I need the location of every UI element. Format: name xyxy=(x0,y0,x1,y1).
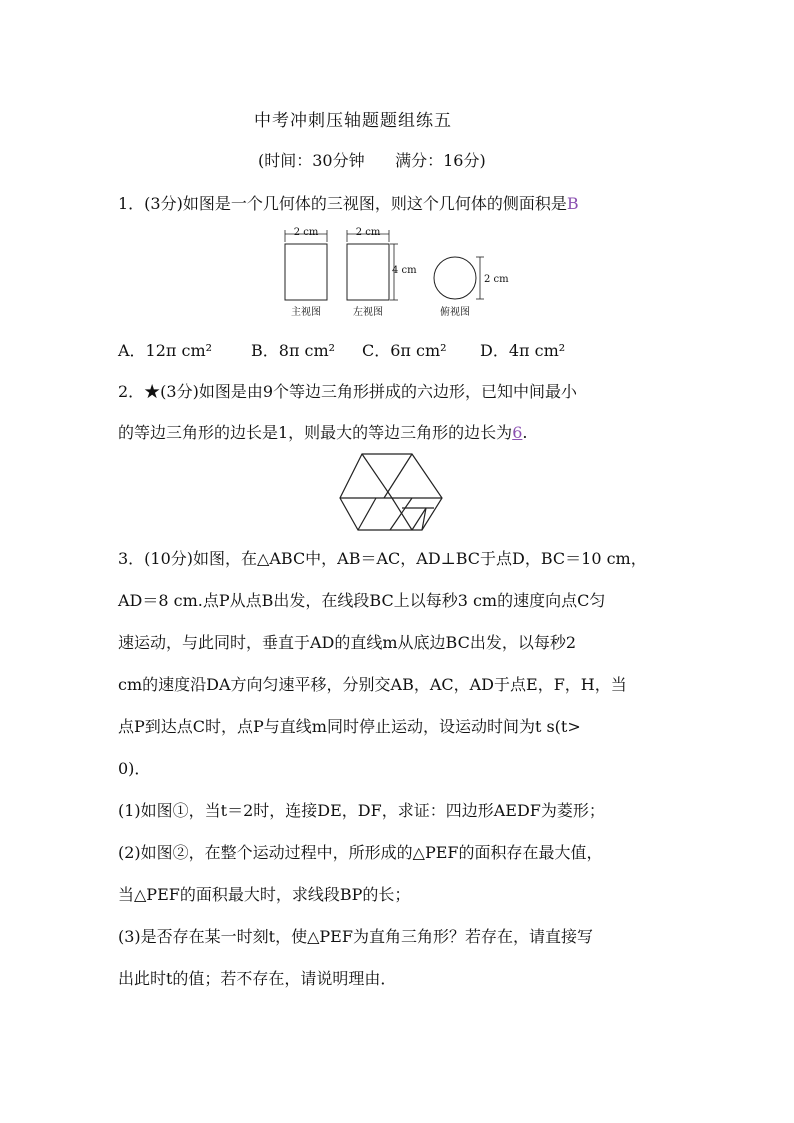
question-3-line-5: 点P到达点C时，点P与直线m同时停止运动，设运动时间为t s(t> xyxy=(118,717,581,736)
question-3-part-3: (3)是否存在某一时刻t，使△PEF为直角三角形？若存在，请直接写 xyxy=(118,927,593,946)
front-width-label: 2 cm xyxy=(293,227,319,238)
diameter-label: 2 cm xyxy=(484,274,509,285)
question-1-text: 1．(3分)如图是一个几何体的三视图，则这个几何体的侧面积是 xyxy=(118,194,567,213)
question-3-part-1: (1)如图①，当t＝2时，连接DE，DF，求证：四边形AEDF为菱形； xyxy=(118,801,605,820)
top-view-circle xyxy=(434,257,476,299)
triangle-edge xyxy=(384,454,412,498)
three-view-figure xyxy=(280,222,520,322)
question-2-line-1: 2．★(3分)如图是由9个等边三角形拼成的六边形，已知中间最小 xyxy=(118,382,578,401)
hexagon-outline xyxy=(340,454,442,530)
question-3-part-3-cont: 出此时t的值；若不存在，请说明理由． xyxy=(118,969,397,988)
question-2-line-2: 的等边三角形的边长是1，则最大的等边三角形的边长为6. xyxy=(118,423,528,442)
option-a: A．12π cm² xyxy=(118,341,213,360)
question-3-line-4: cm的速度沿DA方向匀速平移，分别交AB，AC，AD于点E，F，H，当 xyxy=(118,675,627,694)
question-3-part-2: (2)如图②，在整个运动过程中，所形成的△PEF的面积存在最大值， xyxy=(118,843,603,862)
option-c: C．6π cm² xyxy=(362,341,447,360)
exam-info: (时间：30分钟 满分：16分) xyxy=(258,151,486,170)
front-view-label: 主视图 xyxy=(291,307,321,318)
question-3-line-3: 速运动，与此同时，垂直于AD的直线m从底边BC出发，以每秒2 xyxy=(118,633,577,652)
triangle-edge xyxy=(358,498,376,530)
question-3-line-1: 3．(10分)如图，在△ABC中，AB＝AC，AD⊥BC于点D，BC＝10 cm， xyxy=(118,549,647,568)
page-title: 中考冲刺压轴题题组练五 xyxy=(254,111,452,131)
question-1-answer: B xyxy=(566,194,579,213)
side-view-label: 左视图 xyxy=(353,307,383,318)
height-label: 4 cm xyxy=(392,265,417,276)
hexagon-figure xyxy=(334,450,460,534)
question-1 xyxy=(118,191,579,214)
question-3-line-2: AD＝8 cm.点P从点B出发，在线段BC上以每秒3 cm的速度向点C匀 xyxy=(118,591,606,610)
question-1-options xyxy=(118,338,565,361)
side-width-label: 2 cm xyxy=(355,227,381,238)
option-d: D．4π cm² xyxy=(480,341,566,360)
question-2-answer: 6 xyxy=(512,423,523,442)
option-b: B．8π cm² xyxy=(251,341,336,360)
top-view-label: 俯视图 xyxy=(440,307,470,318)
question-3-line-6: 0)． xyxy=(118,759,151,778)
side-view-rect xyxy=(347,244,389,300)
front-view-rect xyxy=(285,244,327,300)
question-3-part-2-cont: 当△PEF的面积最大时，求线段BP的长； xyxy=(118,885,411,904)
